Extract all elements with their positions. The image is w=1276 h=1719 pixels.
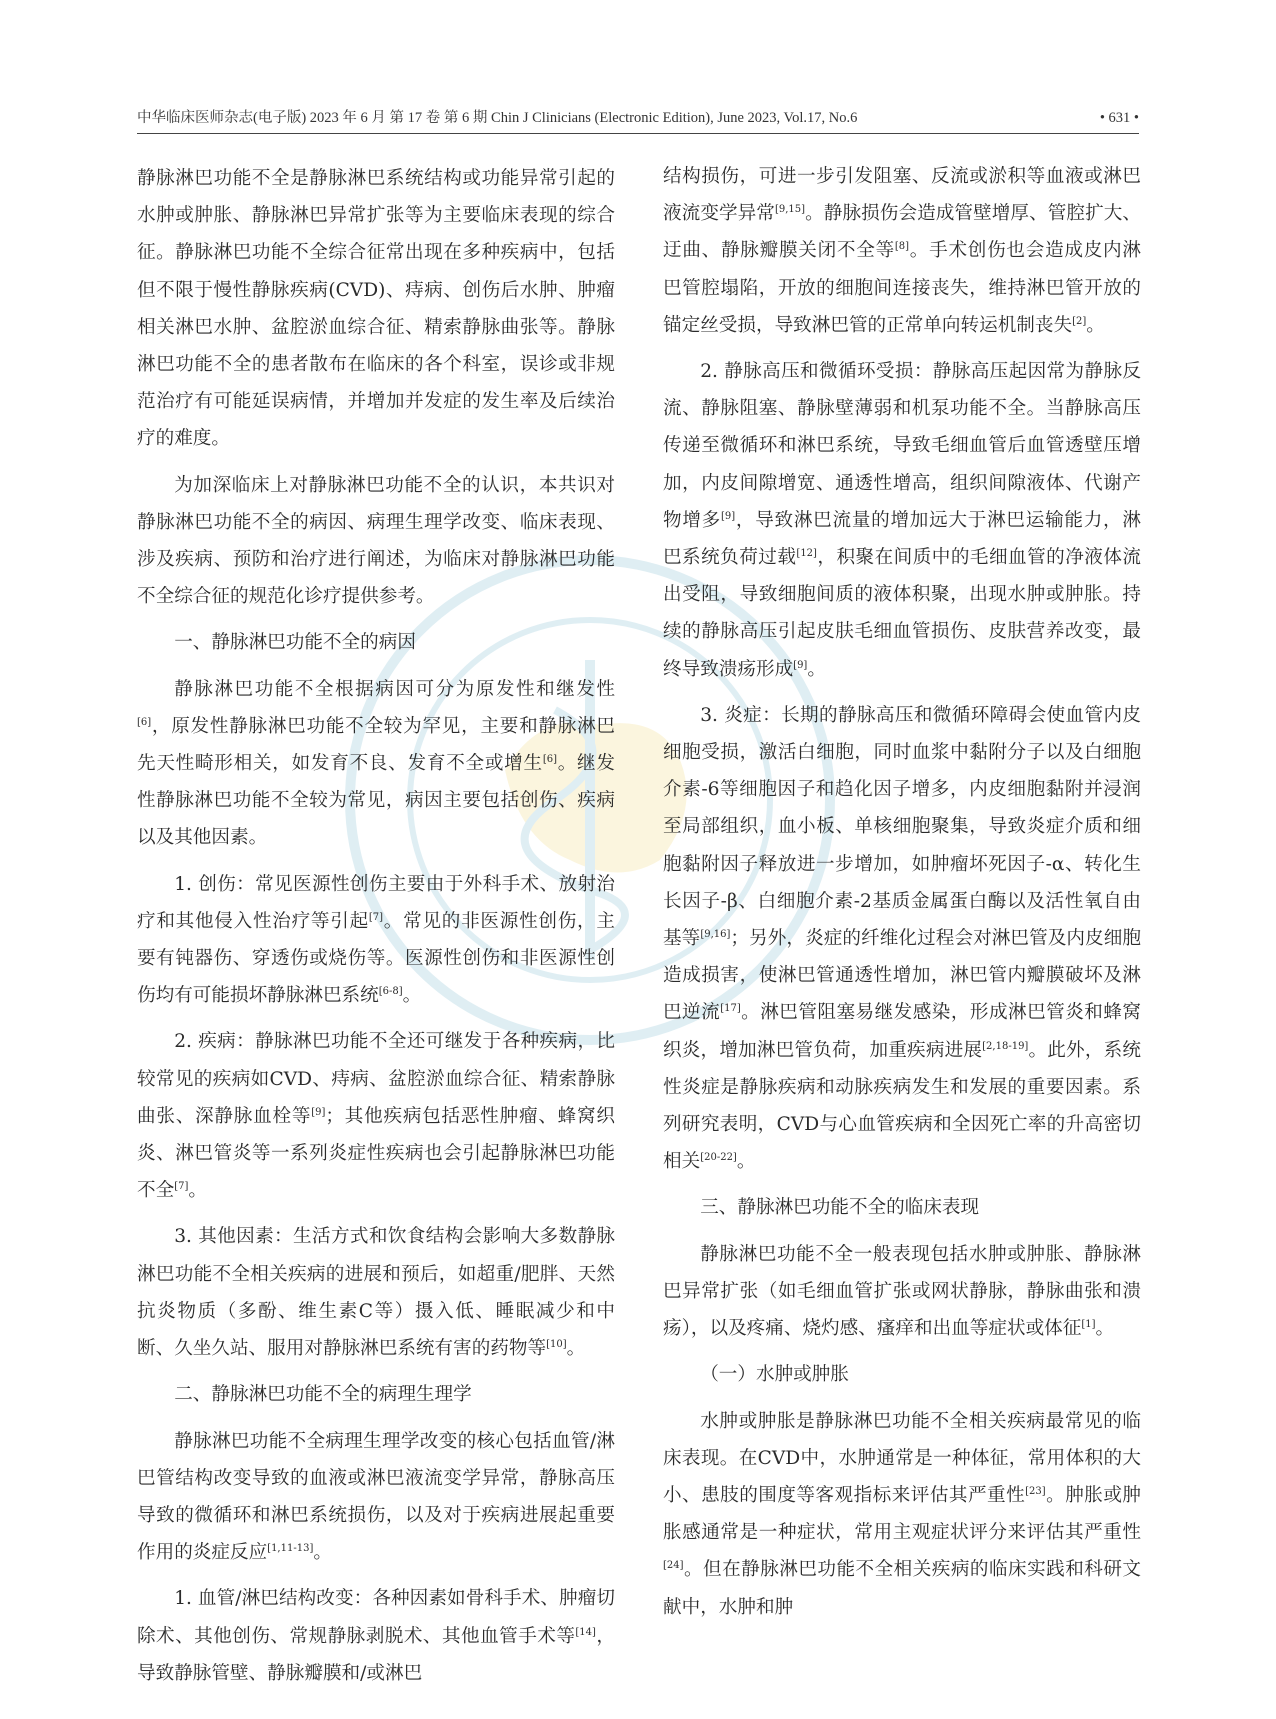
body-paragraph bbox=[137, 1580, 615, 1692]
citation-ref: [6] bbox=[542, 753, 557, 765]
citation-ref: [9] bbox=[311, 1106, 326, 1118]
text-run: 。 bbox=[807, 658, 826, 680]
text-run: 。常见的非医源性创伤，主要有钝器伤、穿透伤或烧伤等。医源性创伤和非医源性创伤均有可能损坏静脉淋巴系统 bbox=[137, 910, 615, 1007]
citation-ref: [9,15] bbox=[774, 204, 806, 216]
citation-ref: [2] bbox=[1072, 315, 1087, 327]
citation-ref: [9] bbox=[720, 510, 736, 522]
section-heading: 一、静脉淋巴功能不全的病因 bbox=[174, 632, 416, 654]
header-rule bbox=[137, 133, 1139, 134]
citation-ref: [9] bbox=[793, 659, 808, 671]
section-heading: 二、静脉淋巴功能不全的病理生理学 bbox=[174, 1384, 472, 1406]
citation-ref: [8] bbox=[894, 241, 910, 253]
text-run: 。 bbox=[188, 1180, 207, 1202]
section-heading: （一）水肿或肿胀 bbox=[700, 1364, 849, 1386]
citation-ref: [9,16] bbox=[700, 928, 731, 940]
citation-ref: [24] bbox=[663, 1560, 684, 1572]
text-run: 。但在静脉淋巴功能不全相关疾病的临床实践和科研文献中，水肿和肿 bbox=[663, 1559, 1141, 1618]
text-run: 。 bbox=[1086, 314, 1105, 336]
text-run: 。继发性静脉淋巴功能不全较为常见，病因主要包括创伤、疾病以及其他因素。 bbox=[137, 753, 615, 849]
text-run: 。 bbox=[402, 985, 422, 1007]
citation-ref: [7] bbox=[368, 911, 384, 923]
citation-ref: [20-22] bbox=[700, 1152, 737, 1164]
text-run: ，导致淋巴流量的增加远大于淋巴运输能力，淋巴系统负荷过载 bbox=[663, 509, 1141, 569]
body-paragraph bbox=[137, 866, 615, 1015]
text-run: 静脉淋巴功能不全一般表现包括水肿或肿胀、静脉淋巴异常扩张（如毛细血管扩张或网状静脉，静脉曲张和溃疡），以及疼痛、烧灼感、瘙痒和出血等症状或体征 bbox=[663, 1243, 1141, 1340]
text-run: 。静脉损伤会造成管壁增厚、管腔扩大、迂曲、静脉瓣膜关闭不全等 bbox=[663, 203, 1141, 262]
text-run: 。此外，系统性炎症是静脉疾病和动脉疾病发生和发展的重要因素。系列研究表明，CVD与心血管疾病和全因死亡率的升高密切相关 bbox=[663, 1039, 1141, 1173]
body-paragraph bbox=[663, 1236, 1141, 1348]
text-run: 1. 创伤：常见医源性创伤主要由于外科手术、放射治疗和其他侵入性治疗等引起 bbox=[137, 873, 615, 932]
body-paragraph bbox=[137, 1023, 615, 1209]
text-run: 3. 炎症：长期的静脉高压和微循环障碍会使血管内皮细胞受损，激活白细胞，同时血浆中黏附分子以及白细胞介素-6等细胞因子和趋化因子增多，内皮细胞黏附并浸润至局部组织，血小板、单核细胞聚集，导致炎症介质和细胞黏附因子释放进一步增加，如肿瘤坏死因子-α、转化生长因子-β、白细胞介素-2基质金属蛋白酶以及活性氧自由基等 bbox=[663, 704, 1141, 950]
text-run: 3. 其他因素：生活方式和饮食结构会影响大多数静脉淋巴功能不全相关疾病的进展和预后，如超重/肥胖、天然抗炎物质（多酚、维生素C等）摄入低、睡眠减少和中断、久坐久站、服用对静脉淋巴系统有害的药物等 bbox=[137, 1226, 615, 1360]
body-paragraph bbox=[663, 158, 1141, 344]
citation-ref: [1] bbox=[1081, 1318, 1096, 1330]
body-paragraph bbox=[663, 1403, 1141, 1626]
text-run: 。肿胀或肿胀感通常是一种症状，常用主观症状评分来评估其严重性 bbox=[663, 1484, 1141, 1544]
citation-ref: [1,11-13] bbox=[267, 1542, 314, 1554]
text-run: 。 bbox=[1095, 1318, 1115, 1340]
text-run: ，导致静脉管壁、静脉瓣膜和/或淋巴 bbox=[137, 1625, 615, 1684]
text-run: 2. 疾病：静脉淋巴功能不全还可继发于各种疾病，比较常见的疾病如CVD、痔病、盆腔淤血综合征、精索静脉曲张、深静脉血栓等 bbox=[137, 1031, 615, 1127]
citation-ref: [23] bbox=[1025, 1485, 1046, 1497]
text-run: ，原发性静脉淋巴功能不全较为罕见，主要和静脉淋巴先天性畸形相关，如发育不良、发育不全或增生 bbox=[137, 715, 615, 775]
body-paragraph: 为加深临床上对静脉淋巴功能不全的认识，本共识对静脉淋巴功能不全的病因、病理生理学改变、临床表现、涉及疾病、预防和治疗进行阐述，为临床对静脉淋巴功能不全综合征的规范化诊疗提供参考。 bbox=[137, 474, 615, 608]
section-heading: 三、静脉淋巴功能不全的临床表现 bbox=[700, 1197, 980, 1219]
text-run: 。手术创伤也会造成皮内淋巴管腔塌陷，开放的细胞间连接丧失，维持淋巴管开放的锚定丝受损，导致淋巴管的正常单向转运机制丧失 bbox=[663, 240, 1141, 336]
text-run: 结构损伤，可进一步引发阻塞、反流或淤积等血液或淋巴液流变学异常 bbox=[663, 166, 1141, 225]
body-paragraph: 静脉淋巴功能不全是静脉淋巴系统结构或功能异常引起的水肿或肿胀、静脉淋巴异常扩张等为主要临床表现的综合征。静脉淋巴功能不全综合征常出现在多种疾病中，包括但不限于慢性静脉疾病(CVD)、痔病、创伤后水肿、肿瘤相关淋巴水肿、盆腔淤血综合征、精索静脉曲张等。静脉淋巴功能不全的患者散布在临床的各个科室，误诊或非规范治疗有可能延误病情，并增加并发症的发生率及后续治疗的难度。 bbox=[137, 168, 615, 450]
text-run: 。 bbox=[566, 1338, 586, 1360]
body-paragraph bbox=[663, 697, 1141, 1181]
text-run: ，积聚在间质中的毛细血管的净液体流出受阻，导致细胞间质的液体积聚，出现水肿或肿胀。持续的静脉高压引起皮肤毛细血管损伤、皮肤营养改变，最终导致溃疡形成 bbox=[663, 547, 1141, 680]
citation-ref: [14] bbox=[575, 1626, 596, 1638]
body-paragraph bbox=[137, 671, 615, 857]
body-paragraph bbox=[137, 1218, 615, 1367]
citation-ref: [10] bbox=[546, 1338, 567, 1350]
citation-ref: [6] bbox=[137, 716, 152, 728]
text-run: 。 bbox=[736, 1151, 756, 1173]
text-run: ；另外，炎症的纤维化过程会对淋巴管及内皮细胞造成损害，使淋巴管通透性增加，淋巴管内瓣膜破坏及淋巴逆流 bbox=[663, 928, 1141, 1024]
body-paragraph bbox=[137, 1423, 615, 1572]
text-run: 水肿或肿胀是静脉淋巴功能不全相关疾病最常见的临床表现。在CVD中，水肿通常是一种体征，常用体积的大小、患肢的围度等客观指标来评估其严重性 bbox=[663, 1410, 1141, 1506]
text-run: 静脉淋巴功能不全根据病因可分为原发性和继发性 bbox=[174, 678, 615, 700]
text-run: 。淋巴管阻塞易继发感染，形成淋巴管炎和蜂窝织炎，增加淋巴管负荷，加重疾病进展 bbox=[663, 1002, 1141, 1061]
page-number: • 631 • bbox=[1099, 110, 1139, 126]
citation-ref: [6-8] bbox=[378, 986, 403, 998]
text-run: 。 bbox=[313, 1542, 332, 1564]
text-run: 静脉淋巴功能不全病理生理学改变的核心包括血管/淋巴管结构改变导致的血液或淋巴液流变学异常，静脉高压导致的微循环和淋巴系统损伤，以及对于疾病进展起重要作用的炎症反应 bbox=[137, 1430, 615, 1564]
citation-ref: [12] bbox=[796, 547, 817, 559]
right-column bbox=[663, 158, 1141, 1635]
citation-ref: [7] bbox=[174, 1181, 189, 1193]
text-run: ；其他疾病包括恶性肿瘤、蜂窝织炎、淋巴管炎等一系列炎症性疾病也会引起静脉淋巴功能不全 bbox=[137, 1105, 615, 1202]
citation-ref: [2,18-19] bbox=[982, 1040, 1029, 1052]
citation-ref: [17] bbox=[720, 1003, 741, 1015]
text-run: 1. 血管/淋巴结构改变：各种因素如骨科手术、肿瘤切除术、其他创伤、常规静脉剥脱术、其他血管手术等 bbox=[137, 1588, 615, 1647]
body-paragraph bbox=[663, 353, 1141, 688]
text-run: 2. 静脉高压和微循环受损：静脉高压起因常为静脉反流、静脉阻塞、静脉壁薄弱和机泵功能不全。当静脉高压传递至微循环和淋巴系统，导致毛细血管后血管透壁压增加，内皮间隙增宽、通透性增高，组织间隙液体、代谢产物增多 bbox=[663, 361, 1141, 531]
running-header bbox=[137, 106, 1139, 130]
left-column bbox=[137, 160, 615, 1701]
journal-citation: 中华临床医师杂志(电子版) 2023 年 6 月 第 17 卷 第 6 期 Chin J Clinicians (Electronic Edition), June 2023, Vol.17, No.6 bbox=[137, 110, 858, 126]
